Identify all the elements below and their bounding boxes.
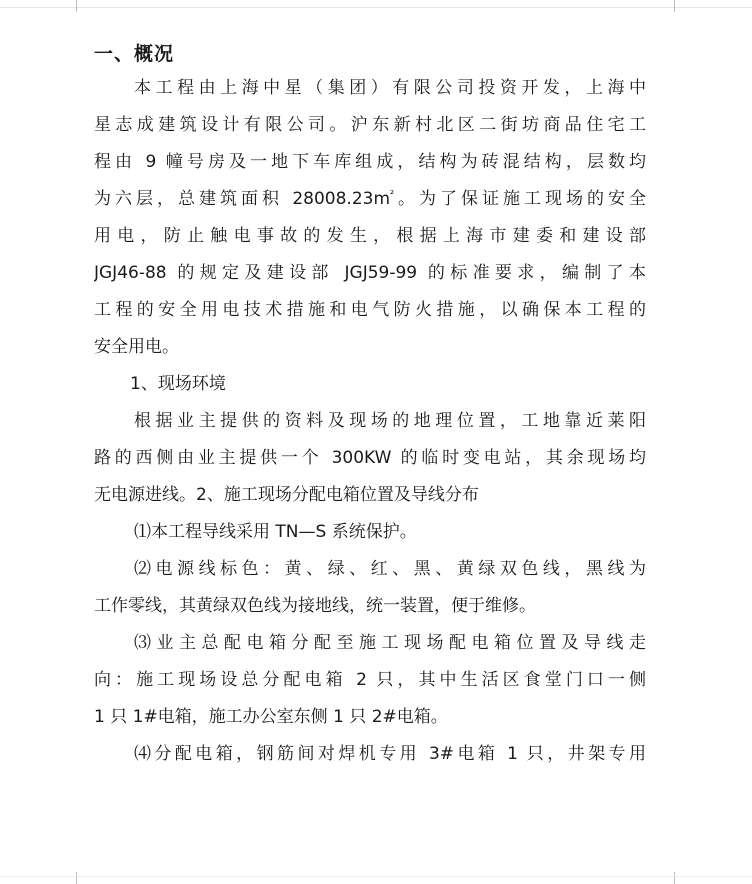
list-item-continued: 向：施工现场设总分配电箱 2 只，其中生活区食堂门口一侧 xyxy=(94,670,646,690)
superscript-2: ² xyxy=(390,189,395,201)
list-item-continued: 工作零线，其黄绿双色线为接地线，统一装置，便于维修。 xyxy=(94,596,536,616)
paragraph-line: 路的西侧由业主提供一个 300KW 的临时变电站，其余现场均 xyxy=(94,448,646,468)
paragraph-line: 工程的安全用电技术措施和电气防火措施，以确保本工程的 xyxy=(94,300,646,320)
paragraph-line: 无电源进线。2、施工现场分配电箱位置及导线分布 xyxy=(94,485,479,505)
list-item-continued: 1 只 1#电箱，施工办公室东侧 1 只 2#电箱。 xyxy=(94,707,448,727)
margin-mark-bottom-left xyxy=(62,872,77,884)
paragraph-line xyxy=(94,181,646,218)
margin-mark-top-left xyxy=(62,0,77,12)
margin-mark-bottom-right xyxy=(674,872,689,884)
subsection-title: 1、现场环境 xyxy=(130,374,226,394)
list-item: ⑷分配电箱，钢筋间对焊机专用 3#电箱 1 只，井架专用 xyxy=(134,744,646,764)
page-bottom-border xyxy=(0,876,752,877)
list-item: ⑶业主总配电箱分配至施工现场配电箱位置及导线走 xyxy=(134,633,646,653)
paragraph-line: 根据业主提供的资料及现场的地理位置，工地靠近莱阳 xyxy=(134,411,646,431)
margin-mark-top-right xyxy=(674,0,689,12)
paragraph-line: 用电，防止触电事故的发生，根据上海市建委和建设部 xyxy=(94,226,646,246)
area-text-continued: 。为了保证施工现场的安全 xyxy=(394,189,646,209)
document-body xyxy=(94,38,646,773)
section-heading: 一、概况 xyxy=(94,43,175,65)
page-top-border xyxy=(0,7,752,8)
paragraph-line: 星志成建筑设计有限公司。沪东新村北区二街坊商品住宅工 xyxy=(94,115,646,135)
paragraph-line: 本工程由上海中星（集团）有限公司投资开发，上海中 xyxy=(134,78,646,98)
paragraph-line: 安全用电。 xyxy=(94,337,179,357)
paragraph-line: JGJ46-88 的规定及建设部 JGJ59-99 的标准要求，编制了本 xyxy=(94,263,646,283)
list-item: ⑴本工程导线采用 TN—S 系统保护。 xyxy=(134,522,417,542)
list-item: ⑵电源线标色：黄、绿、红、黑、黄绿双色线，黑线为 xyxy=(134,559,646,579)
area-text: 为六层，总建筑面积 28008.23m xyxy=(94,189,391,209)
paragraph-line: 程由 9 幢号房及一地下车库组成，结构为砖混结构，层数均 xyxy=(94,152,646,172)
